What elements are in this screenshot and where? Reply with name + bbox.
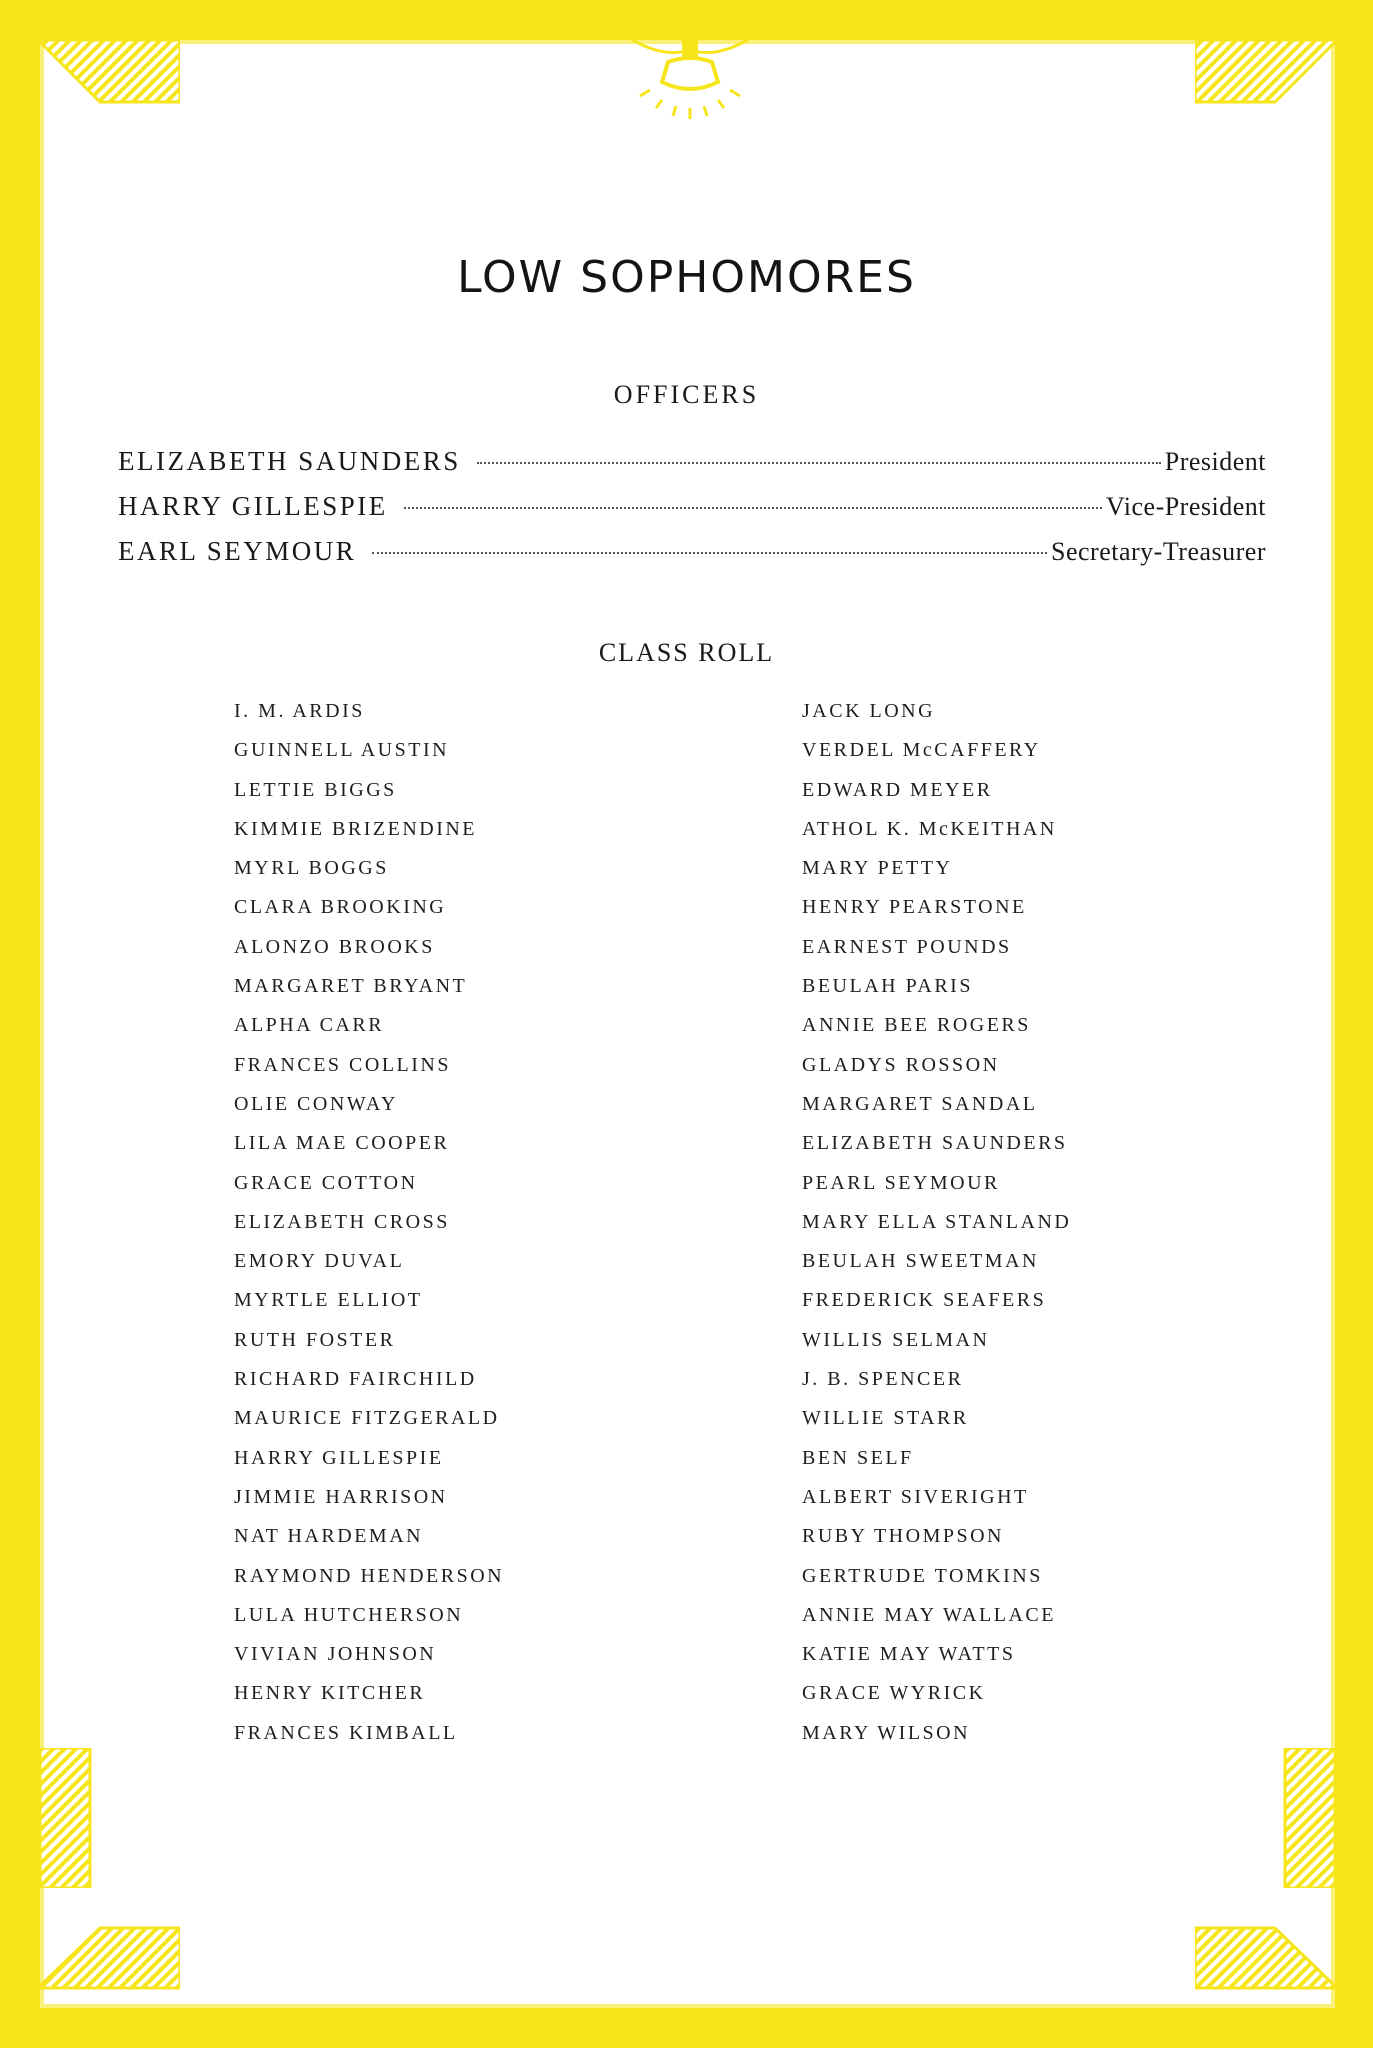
roll-name: KIMMIE BRIZENDINE [234,817,478,840]
officer-row [118,536,1266,576]
corner-ornament-top-right [1195,22,1335,112]
roll-name: ELIZABETH SAUNDERS [802,1132,1068,1155]
class-roll-heading: CLASS ROLL [598,638,775,667]
roll-name: EARNEST POUNDS [802,935,1012,958]
roll-name: MARGARET SANDAL [802,1092,1038,1115]
roll-name: GUINNELL AUSTIN [234,739,450,762]
officer-role: President [1164,447,1266,476]
roll-name: LULA HUTCHERSON [234,1603,464,1626]
officer-role: Secretary-Treasurer [1051,537,1266,566]
roll-name: ALBERT SIVERIGHT [802,1485,1029,1508]
roll-name: EDWARD MEYER [802,778,993,801]
roll-name: LETTIE BIGGS [234,778,397,801]
roll-name: FRANCES COLLINS [234,1053,451,1076]
roll-name: ANNIE BEE ROGERS [802,1014,1031,1037]
officers-heading: OFFICERS [613,380,760,409]
roll-name: ATHOL K. McKEITHAN [802,817,1057,840]
roll-name: VIVIAN JOHNSON [234,1643,437,1666]
roll-name: MARY WILSON [802,1721,971,1744]
class-roll-right-column [802,700,1071,1761]
corner-ornament-top-left [40,22,180,112]
side-ornament-bottom-right [1275,1748,1335,1888]
roll-name: LILA MAE COOPER [234,1132,450,1155]
roll-name: RUBY THOMPSON [802,1525,1004,1548]
dot-leader [372,552,1047,554]
roll-name: BEULAH SWEETMAN [802,1250,1039,1273]
roll-name: I. M. ARDIS [234,700,365,722]
roll-name: J. B. SPENCER [802,1368,964,1391]
roll-name: MYRL BOGGS [234,857,389,880]
roll-name: JACK LONG [802,700,936,722]
roll-name: OLIE CONWAY [234,1092,398,1115]
roll-name: WILLIS SELMAN [802,1328,990,1351]
roll-name: RUTH FOSTER [234,1328,396,1351]
officer-role: Vice-President [1106,492,1266,521]
roll-name: ELIZABETH CROSS [234,1210,450,1233]
roll-name: BEULAH PARIS [802,975,973,998]
roll-name: MYRTLE ELLIOT [234,1289,423,1312]
roll-name: MARGARET BRYANT [234,975,468,998]
roll-name: RAYMOND HENDERSON [234,1564,505,1587]
roll-name: NAT HARDEMAN [234,1525,424,1548]
roll-name: MARY PETTY [802,857,953,880]
class-roll-left-column [234,700,504,1761]
roll-name: ALONZO BROOKS [234,935,435,958]
roll-name: HENRY PEARSTONE [802,896,1027,919]
roll-name: BEN SELF [802,1446,914,1469]
roll-name: VERDEL McCAFFERY [802,739,1041,762]
officer-row [118,491,1266,531]
officer-name: HARRY GILLESPIE [118,491,388,521]
page-title: LOW SOPHOMORES [457,252,916,303]
roll-name: GRACE COTTON [234,1171,418,1194]
corner-ornament-bottom-right [1195,1918,1335,2008]
corner-ornament-bottom-left [40,1918,180,2008]
roll-name: MAURICE FITZGERALD [234,1407,500,1430]
roll-name: GERTRUDE TOMKINS [802,1564,1043,1587]
roll-name: WILLIE STARR [802,1407,969,1430]
hanging-lamp-icon [600,20,780,130]
roll-name: ANNIE MAY WALLACE [802,1603,1056,1626]
officer-name: ELIZABETH SAUNDERS [118,446,461,476]
roll-name: HARRY GILLESPIE [234,1446,444,1469]
roll-name: CLARA BROOKING [234,896,447,919]
roll-name: MARY ELLA STANLAND [802,1210,1072,1233]
dot-leader [404,507,1102,509]
roll-name: GLADYS ROSSON [802,1053,1000,1076]
officer-row [118,446,1266,486]
roll-name: GRACE WYRICK [802,1682,986,1705]
roll-name: KATIE MAY WATTS [802,1643,1016,1666]
dot-leader [477,462,1161,464]
roll-name: EMORY DUVAL [234,1250,405,1273]
roll-name: HENRY KITCHER [234,1682,426,1705]
roll-name: JIMMIE HARRISON [234,1485,448,1508]
roll-name: FREDERICK SEAFERS [802,1289,1047,1312]
officer-name: EARL SEYMOUR [118,536,357,566]
roll-name: FRANCES KIMBALL [234,1721,458,1744]
side-ornament-bottom-left [40,1748,100,1888]
roll-name: ALPHA CARR [234,1014,385,1037]
roll-name: PEARL SEYMOUR [802,1171,1000,1194]
roll-name: RICHARD FAIRCHILD [234,1368,477,1391]
